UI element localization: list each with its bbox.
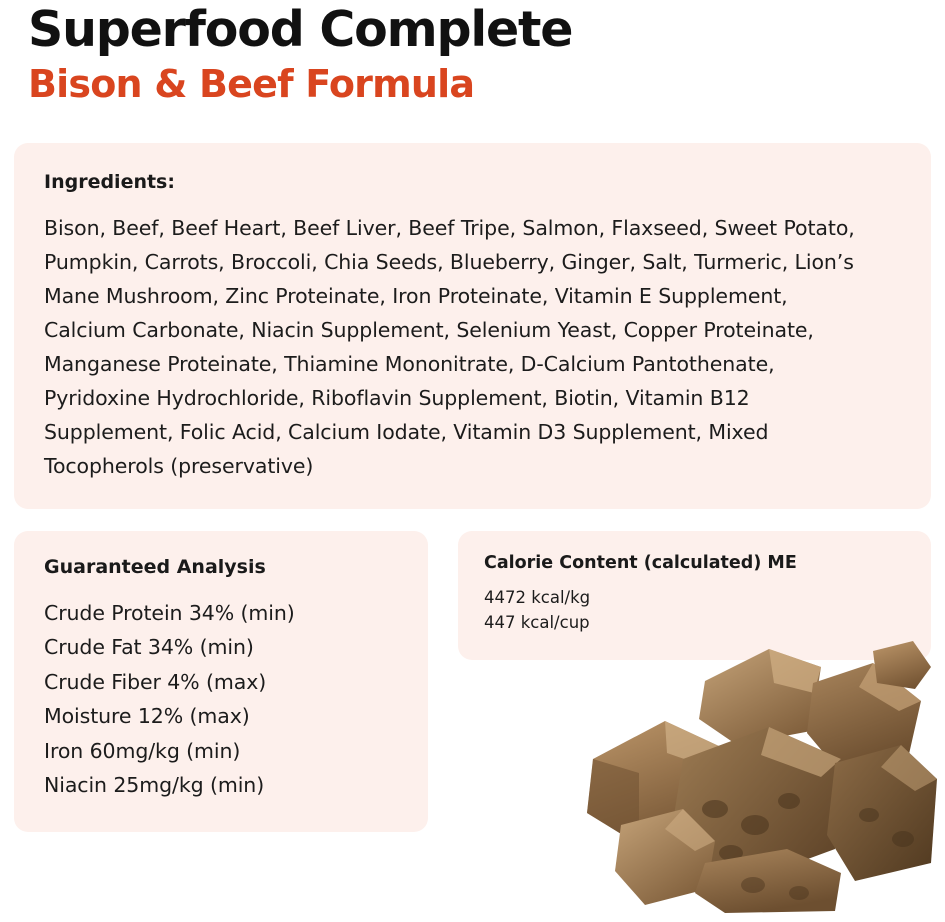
guaranteed-analysis-panel	[14, 531, 428, 833]
list-item: 447 kcal/cup	[484, 613, 590, 633]
ingredients-panel	[14, 143, 931, 509]
list-item: Crude Protein 34% (min)	[44, 600, 295, 625]
page-subtitle: Bison & Beef Formula	[28, 61, 475, 106]
list-item: Niacin 25mg/kg (min)	[44, 773, 265, 798]
ingredients-text: Bison, Beef, Beef Heart, Beef Liver, Beef Tripe, Salmon, Flaxseed, Sweet Potato, Pumpkin, Carrots, Broccoli, Chia Seeds, Blueberry, Ginger, Salt, Turmeric, Lion’s Mane Mushroom, Zinc Proteinate, Iron Proteinate, Vitamin E Supplement, Calcium Carbonate, Niacin Supplement, Selenium Yeast, Copper Proteinate, Manganese Proteinate, Thiamine Mononitrate, D-Calcium Pantothenate, Pyridoxine Hydrochloride, Riboflavin Supplement, Biotin, Vitamin B12 Supplement, Folic Acid, Calcium Iodate, Vitamin D3 Supplement, Mixed Tocopherols (preservative)	[44, 215, 855, 478]
guaranteed-analysis-heading: Guaranteed Analysis	[44, 555, 266, 578]
calorie-content-list	[484, 585, 905, 636]
calorie-content-panel	[458, 531, 931, 660]
list-item: Moisture 12% (max)	[44, 704, 250, 729]
ingredients-heading: Ingredients:	[44, 170, 175, 193]
page-title: Superfood Complete	[28, 1, 573, 58]
guaranteed-analysis-list	[44, 596, 398, 803]
list-item: Iron 60mg/kg (min)	[44, 738, 241, 763]
header	[14, 0, 931, 106]
list-item: Crude Fat 34% (min)	[44, 635, 254, 660]
right-column	[458, 531, 931, 833]
list-item: Crude Fiber 4% (max)	[44, 669, 267, 694]
list-item: 4472 kcal/kg	[484, 587, 591, 607]
calorie-content-heading: Calorie Content (calculated) ME	[484, 552, 797, 573]
bottom-row	[14, 531, 931, 833]
